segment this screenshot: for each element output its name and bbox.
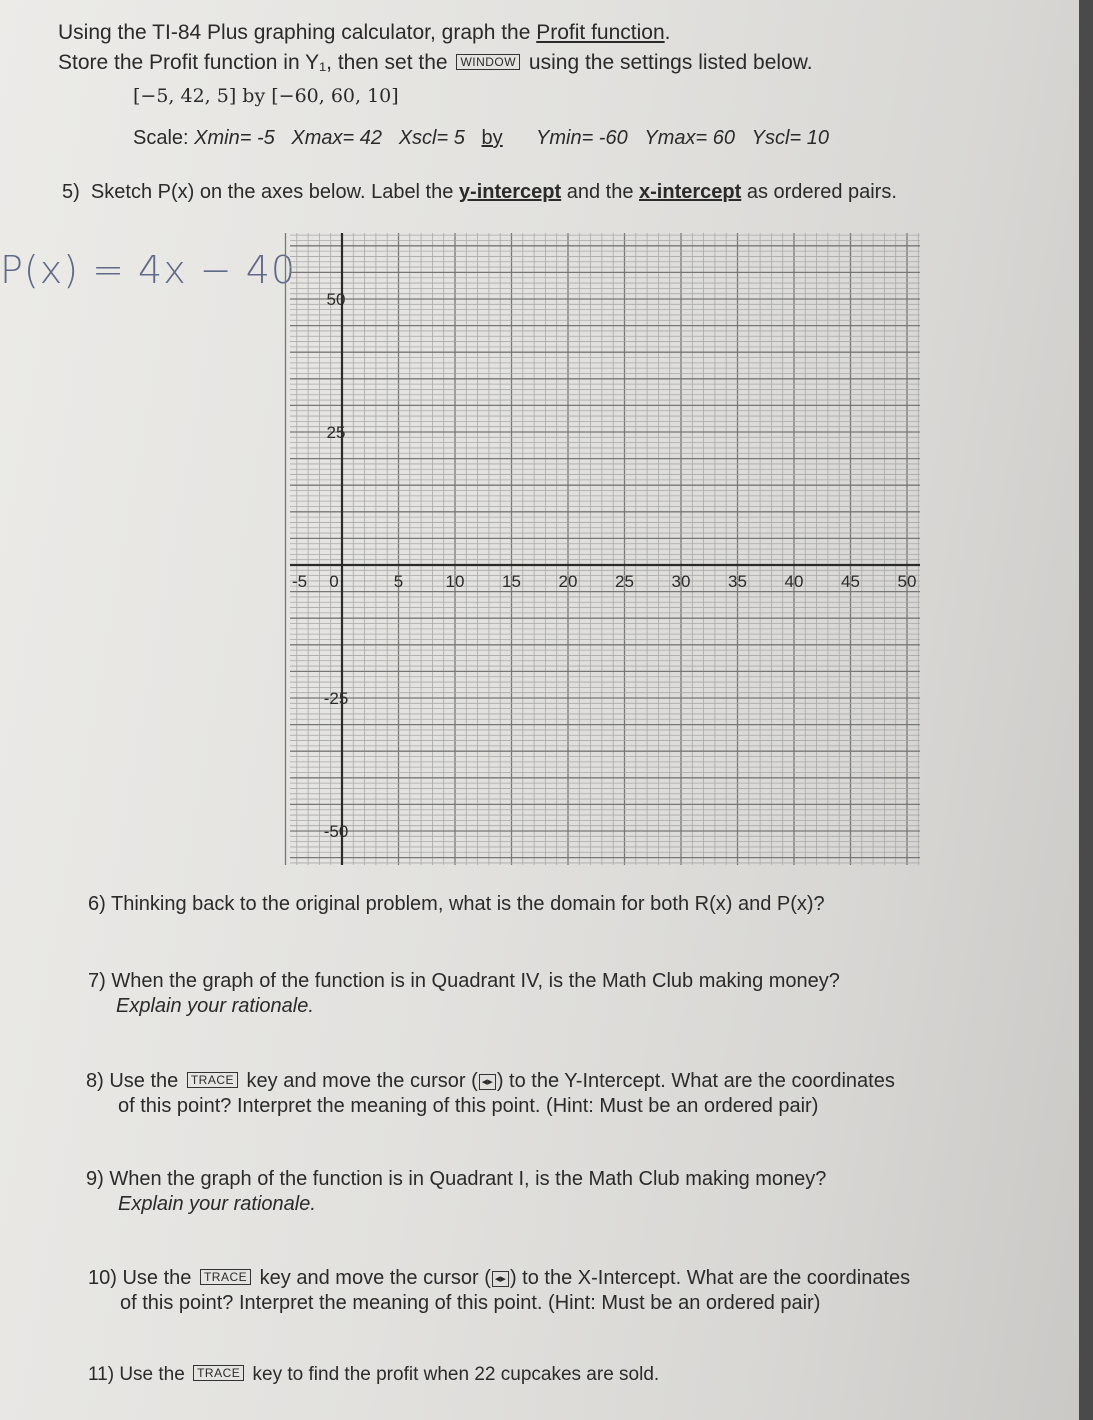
question-9-explain: Explain your rationale. [118, 1193, 316, 1215]
x-tick-label: 30 [671, 572, 691, 591]
trace-key: TRACE [193, 1365, 244, 1381]
x-tick-label: 15 [502, 572, 521, 591]
x-tick-label: 45 [841, 572, 860, 591]
y-tick-label: -25 [323, 689, 349, 708]
x-tick-label: 0 [329, 572, 339, 591]
arrow-keys-icon: ◂▸ [492, 1271, 509, 1287]
x-tick-label: 10 [445, 572, 465, 591]
window-key: WINDOW [456, 54, 520, 70]
photo-edge [1079, 0, 1093, 1420]
question-7-explain: Explain your rationale. [116, 995, 314, 1017]
instruction-line-2: Store the Profit function in Y₁, then set the WINDOW using the settings listed below. [58, 51, 813, 74]
instruction-line-1: Using the TI-84 Plus graphing calculator, graph the Profit function. [58, 21, 671, 44]
x-tick-label: 50 [897, 572, 917, 591]
x-tick-label: 20 [558, 572, 578, 591]
window-spec: [−5, 42, 5] by [−60, 60, 10] [133, 85, 399, 107]
y-tick-label: 50 [326, 290, 346, 309]
question-11: 11) Use the TRACE key to find the profit when 22 cupcakes are sold. [88, 1364, 660, 1385]
trace-key: TRACE [187, 1072, 238, 1088]
question-7: 7) When the graph of the function is in Quadrant IV, is the Math Club making money? [88, 970, 840, 992]
question-8-line-2: of this point? Interpret the meaning of this point. (Hint: Must be an ordered pair) [118, 1095, 819, 1117]
coordinate-grid [280, 225, 930, 875]
x-tick-label: 5 [393, 572, 404, 591]
question-6: 6) Thinking back to the original problem, what is the domain for both R(x) and P(x)? [88, 893, 825, 915]
y-tick-label: -50 [323, 822, 349, 841]
arrow-keys-icon: ◂▸ [479, 1074, 496, 1090]
question-10-line-2: of this point? Interpret the meaning of this point. (Hint: Must be an ordered pair) [120, 1292, 821, 1314]
x-tick-label: 35 [728, 572, 747, 591]
handwritten-function: P(x) = 4x − 40 [0, 248, 297, 292]
y-tick-label: 25 [326, 423, 346, 442]
x-tick-label: -5 [291, 572, 308, 591]
trace-key: TRACE [200, 1269, 251, 1285]
question-10: 10) Use the TRACE key and move the cursor ( ◂▸ ) to the X-Intercept. What are the coordinates [88, 1267, 911, 1289]
x-tick-label: 40 [784, 572, 804, 591]
question-9: 9) When the graph of the function is in Quadrant I, is the Math Club making money? [86, 1168, 827, 1190]
x-tick-label: 25 [615, 572, 634, 591]
scale-line: Scale: Xmin= -5 Xmax= 42 Xscl= 5 by Ymin= -60 Ymax= 60 Yscl= 10 [133, 127, 829, 149]
question-8: 8) Use the TRACE key and move the cursor ( ◂▸ ) to the Y-Intercept. What are the coordinates [86, 1070, 895, 1092]
question-5: 5) Sketch P(x) on the axes below. Label the y-intercept and the x-intercept as ordered pairs. [62, 181, 897, 203]
